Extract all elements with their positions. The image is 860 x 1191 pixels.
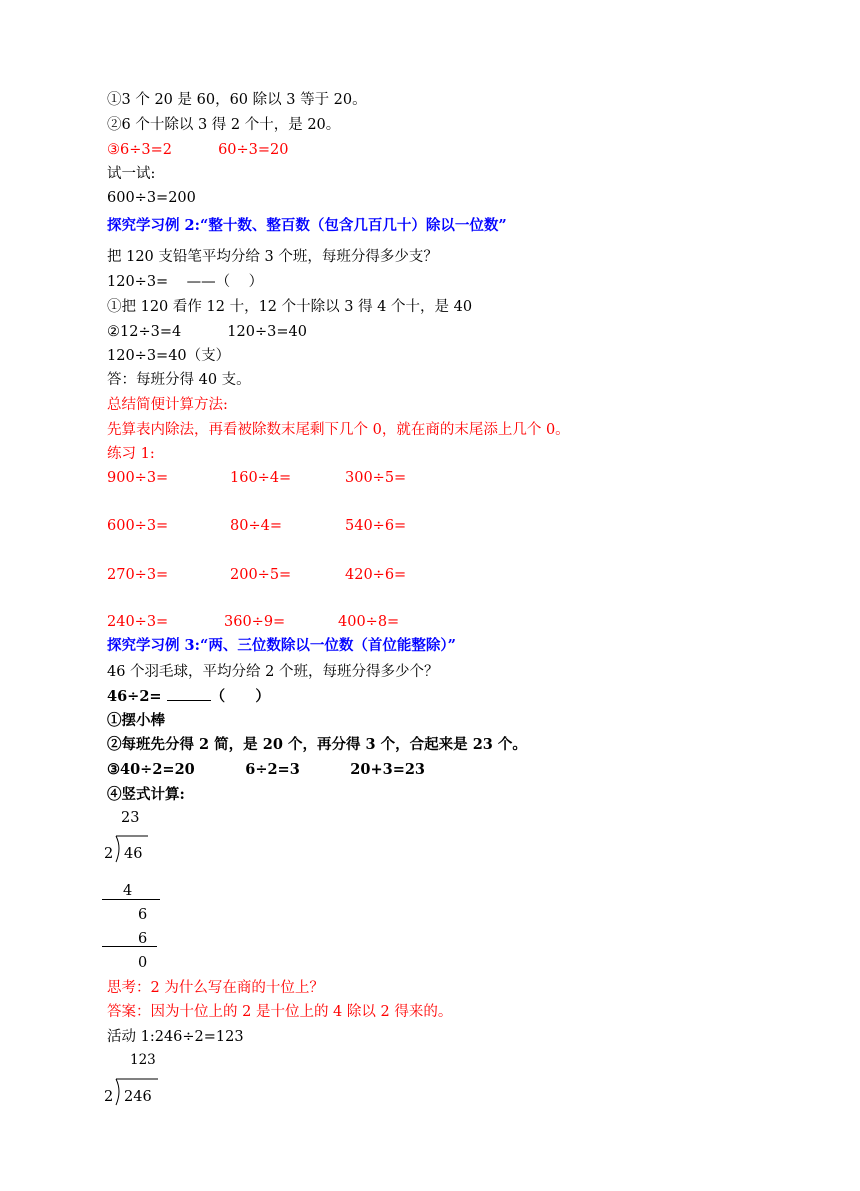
- example3-equation: [107, 686, 270, 707]
- activity1-divisor: 2: [104, 1089, 114, 1105]
- example3-step4: ④竖式计算:: [107, 786, 185, 803]
- try-equation: 600÷3=200: [107, 190, 196, 206]
- example2-result: 120÷3=40（支）: [107, 348, 231, 364]
- long-division-subtract-1: 4: [123, 883, 133, 899]
- long-division-divisor: 2: [104, 846, 114, 862]
- division-rule-2: [102, 946, 157, 947]
- summary-text: 先算表内除法，再看被除数末尾剩下几个 0，就在商的末尾添上几个 0。: [107, 422, 570, 438]
- long-division-subtract-2: 6: [138, 931, 148, 947]
- think-question: 思考：2 为什么写在商的十位上？: [107, 980, 324, 996]
- summary-title: 总结简便计算方法:: [107, 397, 228, 413]
- example2-equation: 120÷3= ——（ ）: [107, 274, 264, 290]
- example3-step2: ②每班先分得 2 简，是 20 个，再分得 3 个，合起来是 23 个。: [107, 736, 527, 753]
- practice-item: 600÷3=: [107, 518, 169, 534]
- example3-problem: 46 个羽毛球，平均分给 2 个班，每班分得多少个？: [107, 664, 439, 680]
- practice-item: 900÷3=: [107, 470, 169, 486]
- practice-item: 160÷4=: [230, 470, 292, 486]
- long-division-remainder-1: 6: [138, 907, 148, 923]
- intro-line-1: ①3 个 20 是 60，60 除以 3 等于 20。: [107, 92, 367, 108]
- example3-step3: ③40÷2=20 6÷2=3 20+3=23: [107, 761, 426, 778]
- long-division-quotient: 23: [121, 810, 140, 826]
- practice-item: 360÷9=: [224, 614, 286, 630]
- practice-item: 540÷6=: [345, 518, 407, 534]
- equation-prefix: 46÷2=: [107, 688, 162, 705]
- division-rule-1: [102, 899, 160, 900]
- long-division-remainder-2: 0: [138, 955, 148, 971]
- example2-problem: 把 120 支铅笔平均分给 3 个班，每班分得多少支？: [107, 249, 438, 265]
- practice-item: 240÷3=: [107, 614, 169, 630]
- try-label: 试一试:: [107, 166, 156, 182]
- example2-step1: ①把 120 看作 12 十，12 个十除以 3 得 4 个十，是 40: [107, 299, 473, 315]
- practice-item: 270÷3=: [107, 567, 169, 583]
- answer-blank: [167, 686, 211, 701]
- practice-title: 练习 1:: [107, 446, 155, 462]
- activity1-dividend: 246: [124, 1089, 152, 1105]
- example2-heading: 探究学习例 2:“整十数、整百数（包含几百几十）除以一位数”: [107, 217, 507, 234]
- example2-answer: 答：每班分得 40 支。: [107, 372, 251, 388]
- practice-item: 420÷6=: [345, 567, 407, 583]
- example2-step2: ②12÷3=4 120÷3=40: [107, 324, 307, 340]
- example3-heading: 探究学习例 3:“两、三位数除以一位数（首位能整除）”: [107, 637, 456, 654]
- intro-line-2: ②6 个十除以 3 得 2 个十，是 20。: [107, 117, 341, 133]
- equation-suffix: （ ）: [210, 688, 270, 705]
- practice-item: 80÷4=: [230, 518, 282, 534]
- think-answer: 答案：因为十位上的 2 是十位上的 4 除以 2 得来的。: [107, 1004, 453, 1020]
- intro-line-3: ③6÷3=2 60÷3=20: [107, 142, 289, 158]
- practice-item: 200÷5=: [230, 567, 292, 583]
- practice-item: 300÷5=: [345, 470, 407, 486]
- activity1-quotient: 123: [130, 1052, 156, 1068]
- example3-step1: ①摆小棒: [107, 712, 165, 729]
- practice-item: 400÷8=: [338, 614, 400, 630]
- activity1-label: 活动 1:246÷2=123: [107, 1029, 244, 1045]
- long-division-dividend: 46: [124, 846, 143, 862]
